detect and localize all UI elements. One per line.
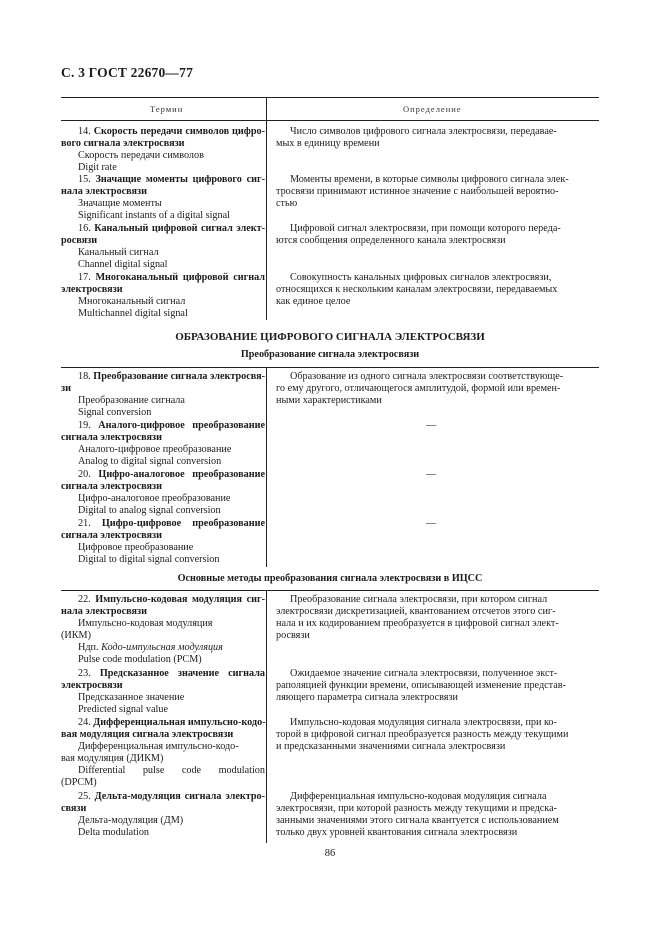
term-bold: Импульсно-кодовая модуляция сиг-	[95, 594, 265, 605]
term-21-synonym: Цифровое преобразование	[78, 542, 194, 553]
term-14-title	[78, 126, 265, 138]
definition-16-line: Цифровой сигнал электросвязи, при помощи которого переда-	[290, 223, 561, 234]
term-bold: Аналого-цифровое преобразование	[98, 420, 266, 431]
rejected-term: Кодо-импульсная модуляция	[101, 642, 223, 653]
term-number: 23.	[78, 668, 91, 679]
definition-25-line: только двух уровней квантования сигнала электросвязи	[276, 827, 518, 838]
definition-18-line: го ему другого, отличающегося амплитудой, формой или времен-	[276, 383, 561, 394]
term-number: 22.	[78, 594, 91, 605]
term-14-english: Digit rate	[78, 162, 117, 173]
definition-18-line: ными характеристиками	[276, 395, 382, 406]
page-header: С. 3 ГОСТ 22670—77	[61, 65, 194, 80]
definition-21-dash: —	[426, 518, 437, 529]
term-21-english: Digital to digital signal conversion	[78, 554, 220, 565]
definition-17-line: Совокупность канальных цифровых сигналов электросвязи,	[290, 272, 552, 283]
term-22-title	[78, 594, 265, 606]
term-bold: Скорость передачи символов цифро-	[93, 126, 265, 137]
term-20-synonym: Цифро-аналоговое преобразование	[78, 493, 231, 504]
term-15-title-cont: нала электросвязи	[61, 186, 147, 197]
term-25-title	[78, 791, 265, 803]
term-22-title-cont: нала электросвязи	[61, 606, 147, 617]
term-17-title	[78, 272, 265, 284]
term-16-english: Channel digital signal	[78, 259, 168, 270]
term-18-english: Signal conversion	[78, 407, 152, 418]
column-divider-3	[266, 590, 267, 843]
term-22-rejected	[78, 642, 223, 654]
definition-17-line: как единое целое	[276, 296, 351, 307]
term-21-title-cont: сигнала электросвязи	[61, 530, 163, 541]
definition-22-line: Преобразование сигнала электросвязи, при котором сигнал	[290, 594, 548, 605]
definition-15-line: Моменты времени, в которые символы цифрового сигнала элек-	[290, 174, 569, 185]
term-15-english: Significant instants of a digital signal	[78, 210, 230, 221]
definition-24-line: и предсказанными значениями сигнала электросвязи	[276, 741, 506, 752]
term-number: 15.	[78, 174, 91, 185]
definition-20-dash: —	[426, 469, 437, 480]
term-16-synonym: Канальный сигнал	[78, 247, 159, 258]
page-number: 86	[324, 848, 336, 859]
term-bold: Цифро-аналоговое преобразование	[98, 469, 265, 480]
definition-19-dash: —	[426, 420, 437, 431]
term-14-synonym: Скорость передачи символов	[78, 150, 204, 161]
term-number: 16.	[78, 223, 91, 234]
term-16-title-cont: росвязи	[61, 235, 98, 246]
definition-23-line: раполяцией функции времени, описывающей изменение представ-	[276, 680, 566, 691]
subsection-heading: Преобразование сигнала электросвязи	[240, 349, 420, 360]
column-header-term: Термин	[150, 104, 184, 114]
column-divider-2	[266, 367, 267, 567]
term-bold: Предсказанное значение сигнала	[99, 668, 266, 679]
term-number: 25.	[78, 791, 91, 802]
term-number: 18.	[78, 371, 91, 382]
term-bold: Дифференциальная импульсно-кодо-	[93, 717, 266, 728]
term-20-english: Digital to analog signal conversion	[78, 505, 221, 516]
term-22-english: Pulse code modulation (PCM)	[78, 654, 202, 665]
term-16-title	[78, 223, 265, 235]
term-18-synonym: Преобразование сигнала	[78, 395, 185, 406]
table-top-rule	[61, 97, 599, 98]
definition-24-line: Импульсно-кодовая модуляция сигнала электросвязи, при ко-	[290, 717, 557, 728]
subsection-heading: Основные методы преобразования сигнала электросвязи в ИЦСС	[177, 573, 483, 584]
term-19-synonym: Аналого-цифровое преобразование	[78, 444, 232, 455]
subsection-rule	[61, 367, 599, 368]
term-number: 19.	[78, 420, 91, 431]
term-bold: Цифро-цифровое преобразование	[101, 518, 265, 529]
term-21-title	[78, 518, 265, 530]
column-divider-1	[266, 97, 267, 320]
term-18-title	[78, 371, 265, 383]
rejected-label: Ндп.	[78, 642, 99, 653]
definition-25-line: Дифференциальная импульсно-кодовая модуляция сигнала	[290, 791, 547, 802]
term-18-title-cont: зи	[61, 383, 71, 394]
term-24-synonym-cont: вая модуляция (ДИКМ)	[61, 753, 164, 764]
term-20-title-cont: сигнала электросвязи	[61, 481, 163, 492]
term-number: 21.	[78, 518, 91, 529]
term-bold: Многоканальный цифровой сигнал	[95, 272, 266, 283]
term-number: 17.	[78, 272, 91, 283]
term-22-synonym-cont: (ИКМ)	[61, 630, 91, 641]
term-bold: Дельта-модуляция сигнала электро-	[94, 791, 265, 802]
definition-14-line: Число символов цифрового сигнала электросвязи, передавае-	[290, 126, 557, 137]
definition-15-line: тросвязи принимают истинное значение с наибольшей вероятно-	[276, 186, 559, 197]
term-number: 24.	[78, 717, 91, 728]
column-header-definition: Определение	[403, 104, 462, 114]
definition-14-line: мых в единицу времени	[276, 138, 380, 149]
definition-22-line: электросвязи дискретизацией, квантованием отсчетов этого сиг-	[276, 606, 556, 617]
term-23-synonym: Предсказанное значение	[78, 692, 185, 703]
subsection-rule	[61, 590, 599, 591]
table-header-rule	[61, 120, 599, 121]
term-number: 14.	[78, 126, 91, 137]
term-20-title	[78, 469, 265, 481]
section-heading: ОБРАЗОВАНИЕ ЦИФРОВОГО СИГНАЛА ЭЛЕКТРОСВЯЗИ	[175, 331, 485, 343]
term-24-synonym: Дифференциальная импульсно-кодо-	[78, 741, 239, 752]
term-23-title-cont: электросвязи	[61, 680, 123, 691]
term-15-title	[78, 174, 265, 186]
definition-24-line: торой в цифровой сигнал преобразуется разность между текущими	[276, 729, 569, 740]
term-bold: Канальный цифровой сигнал элект-	[94, 223, 265, 234]
term-19-english: Analog to digital signal conversion	[78, 456, 222, 467]
term-bold: Значащие моменты цифрового сиг-	[95, 174, 265, 185]
term-19-title-cont: сигнала электросвязи	[61, 432, 163, 443]
term-23-title	[78, 668, 265, 680]
definition-23-line: ляющего параметра сигнала электросвязи	[276, 692, 458, 703]
term-25-title-cont: связи	[61, 803, 87, 814]
definition-18-line: Образование из одного сигнала электросвязи соответствующе-	[290, 371, 564, 382]
term-17-title-cont: электросвязи	[61, 284, 123, 295]
term-24-english: Differential pulse code modulation	[78, 765, 265, 776]
term-25-english: Delta modulation	[78, 827, 150, 838]
term-15-synonym: Значащие моменты	[78, 198, 162, 209]
term-22-synonym: Импульсно-кодовая модуляция	[78, 618, 213, 629]
definition-25-line: занными значениями этого сигнала квантуется с использованием	[276, 815, 559, 826]
definition-22-line: росвязи	[276, 630, 310, 641]
definition-17-line: относящихся к нескольким каналам электросвязи, передаваемых	[276, 284, 558, 295]
term-24-english-cont: (DPCM)	[61, 777, 97, 788]
definition-16-line: ются сообщения определенного канала электросвязи	[276, 235, 506, 246]
definition-22-line: нала и их кодированием преобразуется в цифровой сигнал элект-	[276, 618, 559, 629]
term-24-title	[78, 717, 265, 729]
term-25-synonym: Дельта-модуляция (ДМ)	[78, 815, 184, 826]
term-17-english: Multichannel digital signal	[78, 308, 188, 319]
term-bold: Преобразование сигнала электросвя-	[93, 371, 266, 382]
term-24-title-cont: вая модуляция сигнала электросвязи	[61, 729, 234, 740]
term-23-english: Predicted signal value	[78, 704, 168, 715]
term-19-title	[78, 420, 265, 432]
definition-23-line: Ожидаемое значение сигнала электросвязи, полученное экст-	[290, 668, 558, 679]
term-14-title-cont: вого сигнала электросвязи	[61, 138, 185, 149]
term-17-synonym: Многоканальный сигнал	[78, 296, 186, 307]
term-number: 20.	[78, 469, 91, 480]
definition-25-line: электросвязи, при которой разность между текущими и предска-	[276, 803, 558, 814]
definition-15-line: стью	[276, 198, 298, 209]
